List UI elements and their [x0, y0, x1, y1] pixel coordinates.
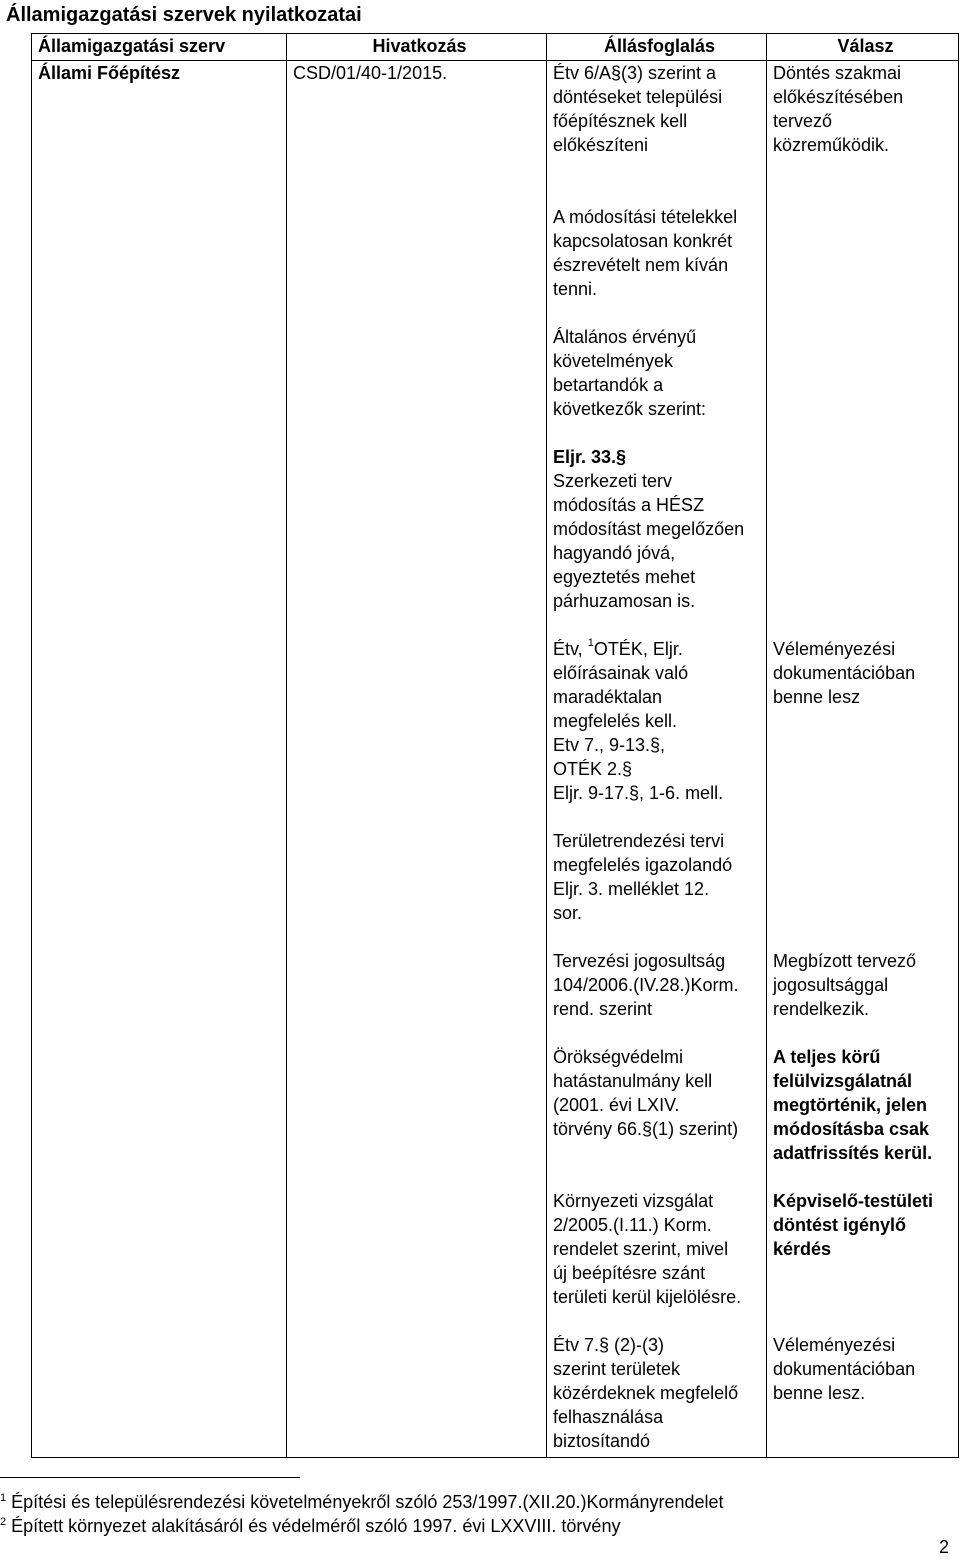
position-paragraph-5: előírásainak való maradéktalan megfelelés kell. Etv 7., 9-13.§, OTÉK 2.§ Eljr. 9-17.§, 1-6. mell.: [553, 663, 724, 803]
footnote-ref-1: 1: [587, 637, 594, 649]
table-row: [32, 61, 959, 1458]
position-paragraph-4-heading: Eljr. 33.§: [553, 447, 627, 467]
organ-cell: [32, 61, 287, 1458]
answer-paragraph-3: Megbízott tervező jogosultsággal rendelkezik.: [773, 951, 917, 1019]
header-organ: Államigazgatási szerv: [32, 34, 287, 61]
table-header-row: [32, 34, 959, 61]
position-paragraph-7: Tervezési jogosultság 104/2006.(IV.28.)Korm. rend. szerint: [553, 951, 739, 1019]
answer-paragraph-2: Véleményezési dokumentációban benne lesz: [773, 639, 916, 707]
position-paragraph-4: Szerkezeti terv módosítás a HÉSZ módosítást megelőzően hagyandó jóvá, egyeztetés mehet párhuzamosan is.: [553, 471, 745, 611]
reference-cell: [287, 61, 547, 1458]
answer-paragraph-5: Képviselő-testületi döntést igénylő kérdés: [773, 1191, 934, 1259]
answer-paragraph-6: Véleményezési dokumentációban benne lesz.: [773, 1335, 916, 1403]
footnote-number: 2: [0, 1516, 7, 1528]
header-reference: Hivatkozás: [287, 34, 547, 61]
position-paragraph-1: Étv 6/A§(3) szerint a döntéseket települési főépítésznek kell előkészíteni: [553, 63, 723, 155]
page-number: 2: [939, 1537, 950, 1557]
header-answer: Válasz: [767, 34, 959, 61]
position-paragraph-2: A módosítási tételekkel kapcsolatosan konkrét észrevételt nem kíván tenni.: [553, 207, 738, 299]
statements-table: [31, 33, 959, 1458]
position-paragraph-6: Területrendezési tervi megfelelés igazolandó Eljr. 3. melléklet 12. sor.: [553, 831, 733, 923]
position-paragraph-5-first-line: Étv, $^1$OTÉK, Eljr.: [553, 637, 683, 659]
answer-cell: [767, 61, 959, 1458]
position-paragraph-3: Általános érvényű követelmények betartandók a következők szerint:: [553, 327, 707, 419]
reference-number: CSD/01/40-1/2015.: [293, 63, 448, 83]
footnote-separator: [0, 1477, 300, 1478]
footnote-number: 1: [0, 1492, 7, 1504]
answer-paragraph-1: Döntés szakmai előkészítésében tervező közreműködik.: [773, 63, 904, 155]
footnote-1: [0, 1492, 724, 1513]
position-cell: [547, 61, 767, 1458]
header-position: Állásfoglalás: [547, 34, 767, 61]
organ-name: Állami Főépítész: [38, 63, 181, 83]
answer-paragraph-4: A teljes körű felülvizsgálatnál megtörténik, jelen módosításba csak adatfrissítés kerül.: [773, 1047, 933, 1163]
position-paragraph-8: Örökségvédelmi hatástanulmány kell (2001. évi LXIV. törvény 66.§(1) szerint): [553, 1047, 739, 1139]
footnote-2: [0, 1516, 620, 1537]
footnote-text: Építési és településrendezési követelményekről szóló 253/1997.(XII.20.)Kormányrendelet: [11, 1492, 724, 1512]
position-paragraph-9: Környezeti vizsgálat 2/2005.(I.11.) Korm. rendelet szerint, mivel új beépítésre szánt területi kerül kijelölésre.: [553, 1191, 742, 1307]
footnote-text: Épített környezet alakításáról és védelméről szóló 1997. évi LXXVIII. törvény: [11, 1516, 621, 1536]
document-title: Államigazgatási szervek nyilatkozatai: [6, 4, 362, 26]
position-paragraph-10: Étv 7.§ (2)-(3) szerint területek közérdeknek megfelelő felhasználása biztosítandó: [553, 1335, 739, 1451]
